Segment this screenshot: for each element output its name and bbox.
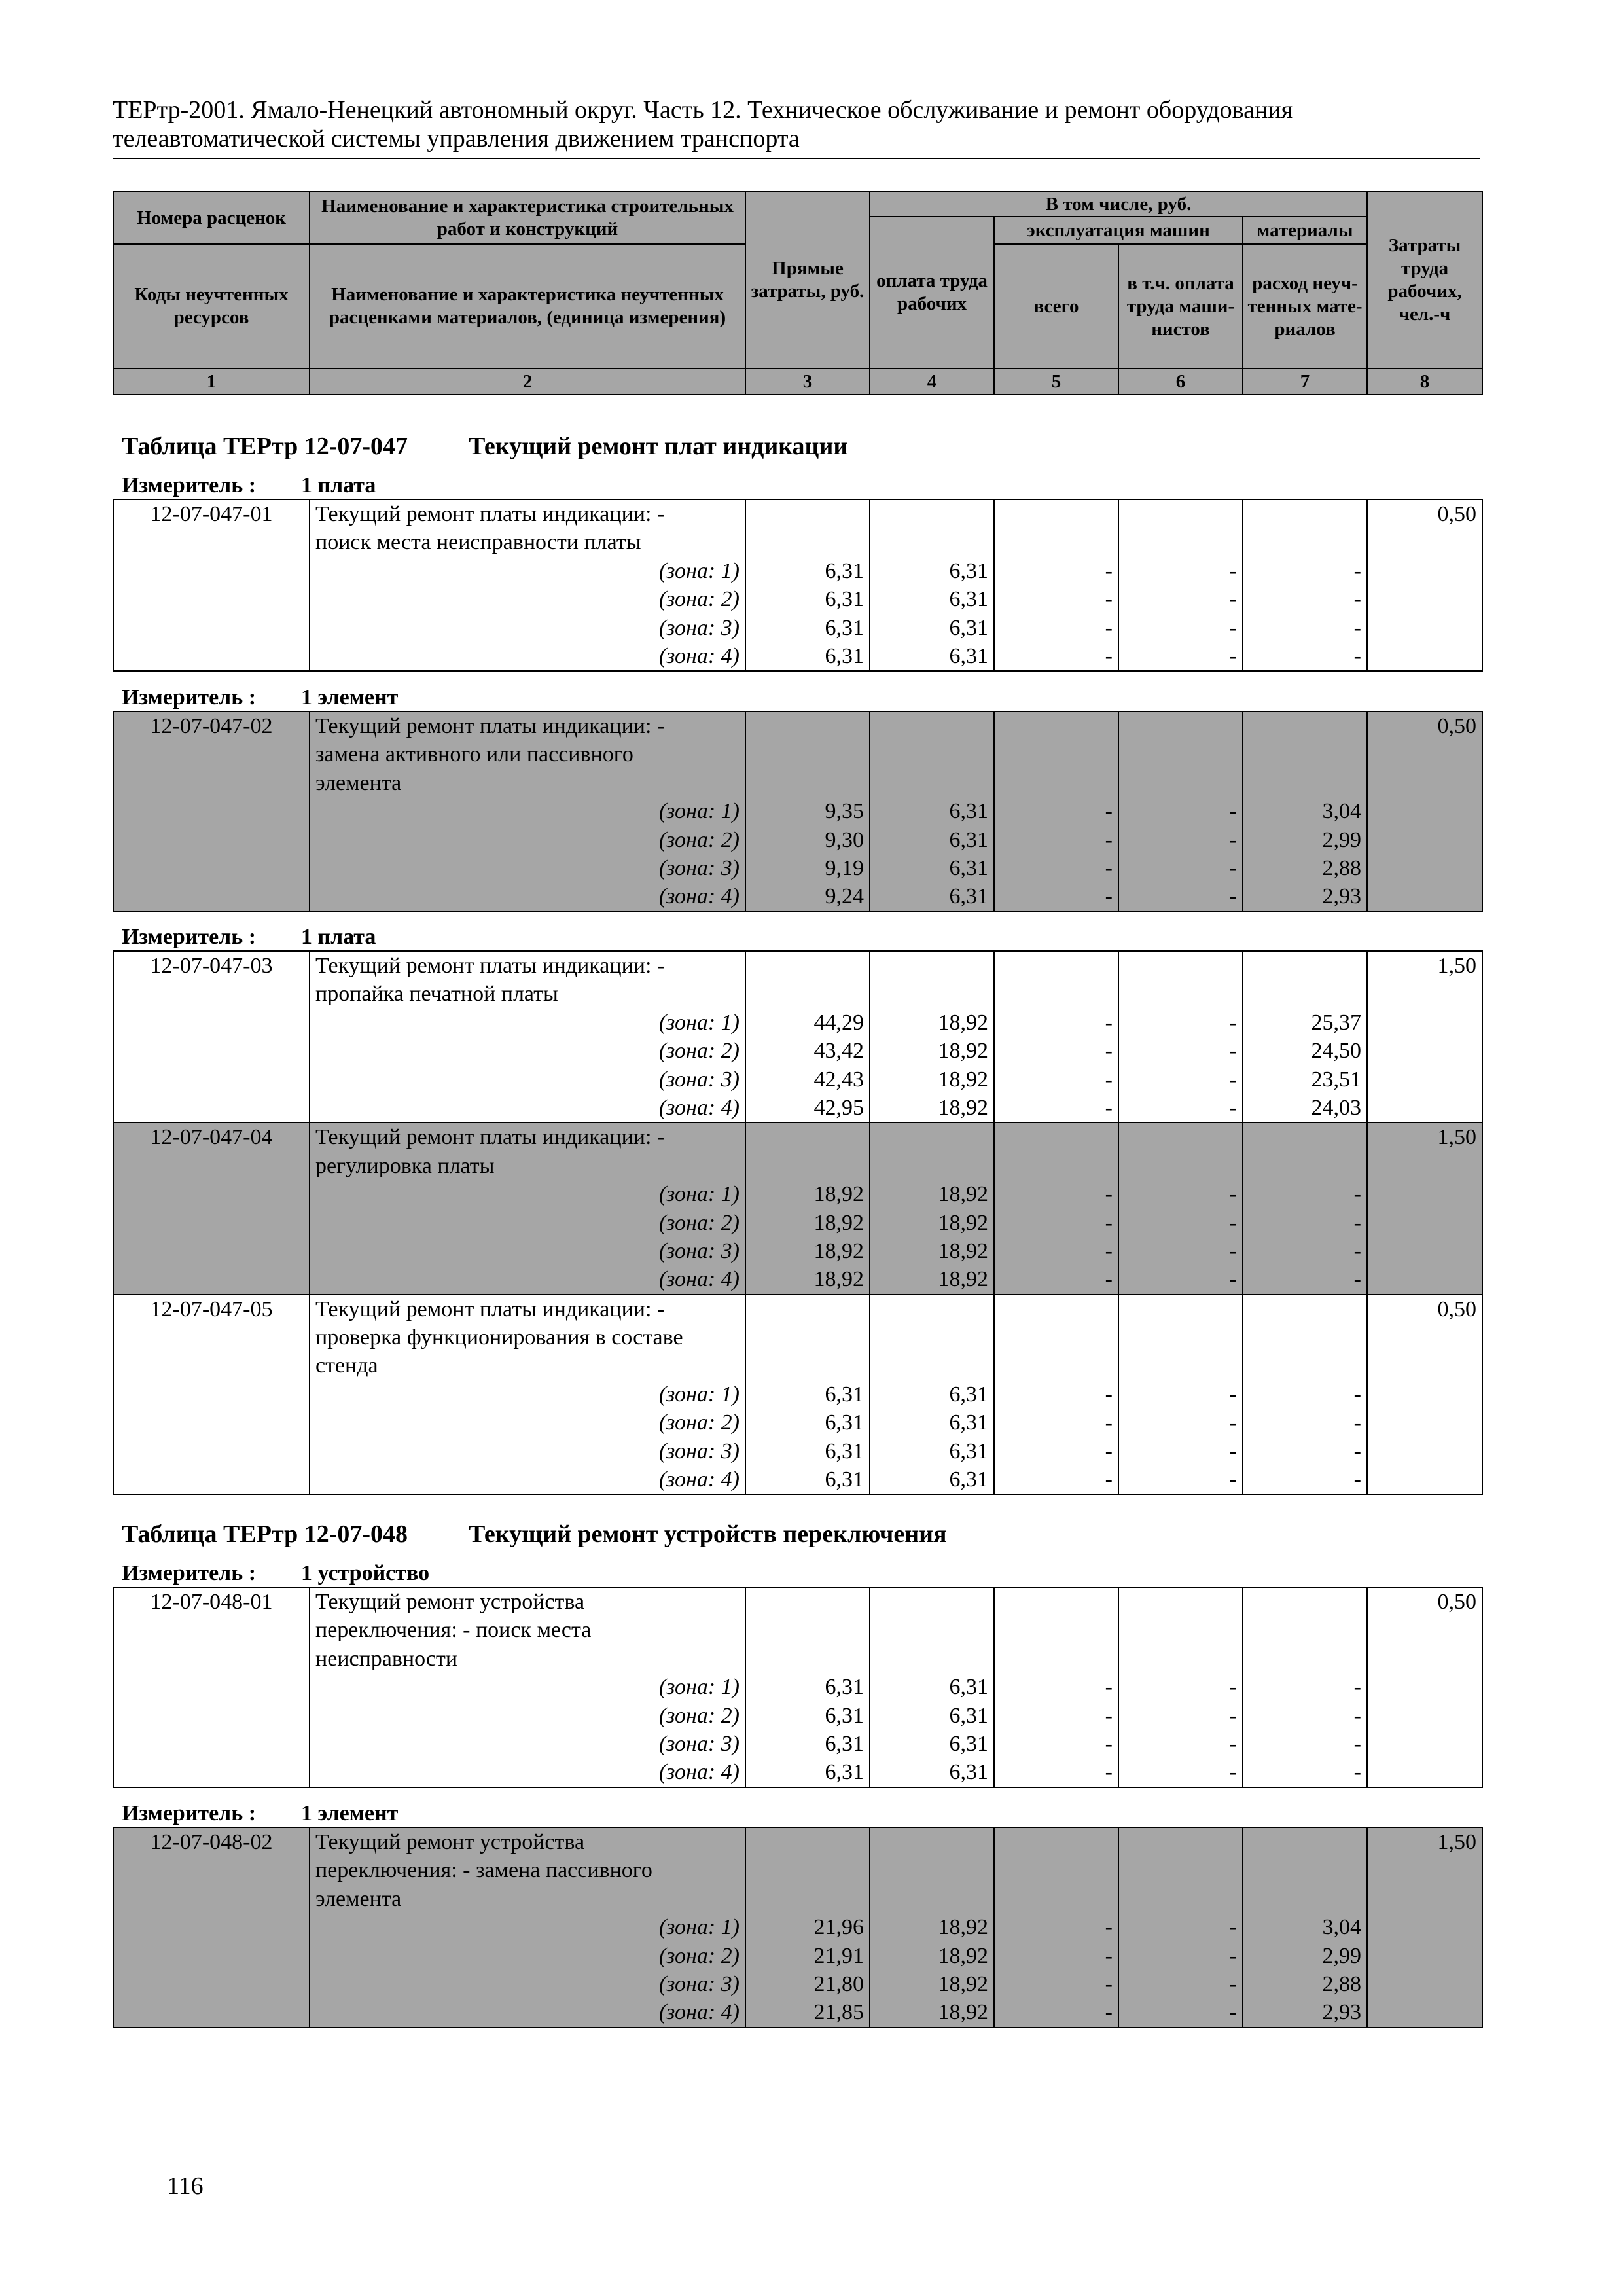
zone-label: (зона: 1) <box>658 799 740 824</box>
table-title <box>122 1520 947 1549</box>
worker-wages: 6,31 6,31 6,31 6,31 <box>870 711 994 912</box>
rate-description: Текущий ремонт платы индикации: - пропайка печатной платы (зона: 1) (зона: 2) (зона: 3) (зона: 4) <box>310 951 745 1122</box>
labor-costs: 0,50 <box>1367 711 1482 912</box>
machinist-wages: - - - - <box>1118 1827 1243 2028</box>
rate-description: Текущий ремонт платы индикации: - поиск места неисправности платы (зона: 1) (зона: 2) (зона: 3) (зона: 4) <box>310 499 745 671</box>
header-wages: оплата труда рабочих <box>870 217 994 368</box>
zone-label: (зона: 2) <box>658 1943 740 1968</box>
measure-value: 1 элемент <box>301 685 399 709</box>
zone-label: (зона: 1) <box>658 1182 740 1207</box>
header-col-number: 3 <box>745 368 870 395</box>
measure-value: 1 устройство <box>301 1561 430 1585</box>
zone-label: (зона: 1) <box>658 1010 740 1035</box>
header-rule <box>113 158 1480 159</box>
rate-code: 12-07-047-01 <box>113 499 310 671</box>
materials: 25,37 24,50 23,51 24,03 <box>1243 951 1367 1122</box>
labor-costs: 0,50 <box>1367 499 1482 671</box>
table-name: Текущий ремонт плат индикации <box>469 433 848 460</box>
materials: 3,04 2,99 2,88 2,93 <box>1243 711 1367 912</box>
labor-costs: 0,50 <box>1367 1587 1482 1787</box>
worker-wages: 6,31 6,31 6,31 6,31 <box>870 499 994 671</box>
rate-row <box>113 499 1482 671</box>
materials: - - - - <box>1243 1295 1367 1495</box>
header-including: В том числе, руб. <box>870 192 1367 217</box>
header-machines: эксплуатация машин <box>994 217 1243 244</box>
header-col-number: 4 <box>870 368 994 395</box>
rate-code: 12-07-047-04 <box>113 1122 310 1294</box>
measure-label: Измеритель : <box>122 685 257 709</box>
rates-table <box>113 499 1483 672</box>
zone-label: (зона: 4) <box>658 2000 740 2025</box>
machines-total: - - - - <box>994 1827 1118 2028</box>
rate-code: 12-07-047-05 <box>113 1295 310 1495</box>
header-incl-wages: в т.ч. оплата труда маши-нистов <box>1118 244 1243 368</box>
materials: - - - - <box>1243 499 1367 671</box>
rate-code: 12-07-047-03 <box>113 951 310 1122</box>
rate-code: 12-07-047-02 <box>113 711 310 912</box>
worker-wages: 6,31 6,31 6,31 6,31 <box>870 1295 994 1495</box>
machines-total: - - - - <box>994 951 1118 1122</box>
header-col-number: 7 <box>1243 368 1367 395</box>
zone-label: (зона: 3) <box>658 855 740 880</box>
machines-total: - - - - <box>994 1122 1118 1294</box>
rate-code: 12-07-048-02 <box>113 1827 310 2028</box>
rate-row <box>113 1587 1482 1787</box>
zone-label: (зона: 4) <box>658 643 740 668</box>
measure-label: Измеритель : <box>122 1561 257 1585</box>
header-labor-costs: Затраты труда рабочих, чел.-ч <box>1367 192 1482 368</box>
machinist-wages: - - - - <box>1118 1122 1243 1294</box>
table-number: Таблица ТЕРтр 12-07-047 <box>122 433 408 460</box>
measure-value: 1 плата <box>301 925 376 949</box>
zone-label: (зона: 2) <box>658 1410 740 1435</box>
zone-label: (зона: 3) <box>658 1238 740 1263</box>
header-col-number: 1 <box>113 368 310 395</box>
zone-label: (зона: 3) <box>658 1731 740 1756</box>
header-col-number: 6 <box>1118 368 1243 395</box>
zone-label: (зона: 1) <box>658 558 740 583</box>
direct-costs: 18,92 18,92 18,92 18,92 <box>745 1122 870 1294</box>
table-number: Таблица ТЕРтр 12-07-048 <box>122 1520 408 1548</box>
rates-table <box>113 711 1483 912</box>
zone-label: (зона: 2) <box>658 1210 740 1235</box>
labor-costs: 1,50 <box>1367 1827 1482 2028</box>
measure-line <box>122 1801 398 1826</box>
zone-label: (зона: 1) <box>658 1382 740 1407</box>
rate-description: Текущий ремонт платы индикации: - проверка функционирования в составе стенда (зона: 1) (зона: 2) (зона: 3) (зона: 4) <box>310 1295 745 1495</box>
zone-label: (зона: 2) <box>658 587 740 612</box>
header-direct-costs: Прямые затраты, руб. <box>745 192 870 368</box>
worker-wages: 18,92 18,92 18,92 18,92 <box>870 951 994 1122</box>
header-name-top: Наименование и характеристика строительных работ и конструкций <box>310 192 745 244</box>
zone-label: (зона: 3) <box>658 1439 740 1463</box>
header-unaccounted-materials: расход неуч-тенных мате-риалов <box>1243 244 1367 368</box>
zone-label: (зона: 1) <box>658 1915 740 1940</box>
header-materials: материалы <box>1243 217 1367 244</box>
zone-label: (зона: 4) <box>658 1267 740 1292</box>
rates-table <box>113 1587 1483 1788</box>
rate-row <box>113 1295 1482 1495</box>
column-header-table <box>113 191 1483 395</box>
header-line-2: телеавтоматической системы управления движением транспорта <box>113 125 800 152</box>
header-codes-top: Номера расценок <box>113 192 310 244</box>
measure-label: Измеритель : <box>122 925 257 949</box>
measure-label: Измеритель : <box>122 1801 257 1825</box>
page-number: 116 <box>167 2172 204 2200</box>
rate-description: Текущий ремонт платы индикации: - регулировка платы (зона: 1) (зона: 2) (зона: 3) (зона: 4) <box>310 1122 745 1294</box>
zone-label: (зона: 2) <box>658 827 740 852</box>
rate-description: Текущий ремонт платы индикации: - замена активного или пассивного элемента (зона: 1) (зона: 2) (зона: 3) (зона: 4) <box>310 711 745 912</box>
measure-value: 1 элемент <box>301 1801 399 1825</box>
materials: 3,04 2,99 2,88 2,93 <box>1243 1827 1367 2028</box>
header-line-1: ТЕРтр-2001. Ямало-Ненецкий автономный округ. Часть 12. Техническое обслуживание и ремонт оборудования <box>113 96 1293 124</box>
machinist-wages: - - - - <box>1118 951 1243 1122</box>
machines-total: - - - - <box>994 1587 1118 1787</box>
machines-total: - - - - <box>994 711 1118 912</box>
zone-label: (зона: 1) <box>658 1675 740 1700</box>
materials: - - - - <box>1243 1122 1367 1294</box>
document-header <box>113 96 1480 153</box>
zone-label: (зона: 4) <box>658 1467 740 1492</box>
measure-line <box>122 1561 429 1586</box>
header-col-number: 2 <box>310 368 745 395</box>
materials: - - - - <box>1243 1587 1367 1787</box>
rate-row <box>113 711 1482 912</box>
machines-total: - - - - <box>994 1295 1118 1495</box>
zone-label: (зона: 2) <box>658 1039 740 1064</box>
rates-table <box>113 1827 1483 2028</box>
rate-row <box>113 1827 1482 2028</box>
zone-label: (зона: 4) <box>658 1760 740 1785</box>
header-col-number: 8 <box>1367 368 1482 395</box>
table-name: Текущий ремонт устройств переключения <box>469 1520 947 1548</box>
zone-label: (зона: 4) <box>658 1095 740 1120</box>
rates-table <box>113 950 1483 1495</box>
worker-wages: 18,92 18,92 18,92 18,92 <box>870 1827 994 2028</box>
worker-wages: 6,31 6,31 6,31 6,31 <box>870 1587 994 1787</box>
zone-label: (зона: 3) <box>658 615 740 640</box>
labor-costs: 1,50 <box>1367 951 1482 1122</box>
rate-description: Текущий ремонт устройства переключения: - замена пассивного элемента (зона: 1) (зона: 2) (зона: 3) (зона: 4) <box>310 1827 745 2028</box>
header-name-bottom: Наименование и характеристика неучтенных расценками материалов, (единица измерения) <box>310 244 745 368</box>
rate-description: Текущий ремонт устройства переключения: - поиск места неисправности (зона: 1) (зона: 2) (зона: 3) (зона: 4) <box>310 1587 745 1787</box>
machinist-wages: - - - - <box>1118 711 1243 912</box>
labor-costs: 1,50 <box>1367 1122 1482 1294</box>
machines-total: - - - - <box>994 499 1118 671</box>
direct-costs: 6,31 6,31 6,31 6,31 <box>745 1295 870 1495</box>
measure-label: Измеритель : <box>122 473 257 497</box>
labor-costs: 0,50 <box>1367 1295 1482 1495</box>
direct-costs: 21,96 21,91 21,80 21,85 <box>745 1827 870 2028</box>
machinist-wages: - - - - <box>1118 1295 1243 1495</box>
direct-costs: 9,35 9,30 9,19 9,24 <box>745 711 870 912</box>
table-title <box>122 432 847 461</box>
direct-costs: 44,29 43,42 42,43 42,95 <box>745 951 870 1122</box>
measure-line <box>122 685 398 710</box>
rate-row <box>113 951 1482 1122</box>
zone-label: (зона: 2) <box>658 1703 740 1728</box>
machinist-wages: - - - - <box>1118 1587 1243 1787</box>
zone-label: (зона: 4) <box>658 884 740 909</box>
rate-row <box>113 1122 1482 1294</box>
measure-value: 1 плата <box>301 473 376 497</box>
measure-line <box>122 473 376 498</box>
direct-costs: 6,31 6,31 6,31 6,31 <box>745 499 870 671</box>
header-total: всего <box>994 244 1118 368</box>
direct-costs: 6,31 6,31 6,31 6,31 <box>745 1587 870 1787</box>
rate-code: 12-07-048-01 <box>113 1587 310 1787</box>
worker-wages: 18,92 18,92 18,92 18,92 <box>870 1122 994 1294</box>
measure-line <box>122 925 376 950</box>
machinist-wages: - - - - <box>1118 499 1243 671</box>
zone-label: (зона: 3) <box>658 1067 740 1092</box>
zone-label: (зона: 3) <box>658 1971 740 1996</box>
header-codes-bottom: Коды неучтенных ресурсов <box>113 244 310 368</box>
header-col-number: 5 <box>994 368 1118 395</box>
